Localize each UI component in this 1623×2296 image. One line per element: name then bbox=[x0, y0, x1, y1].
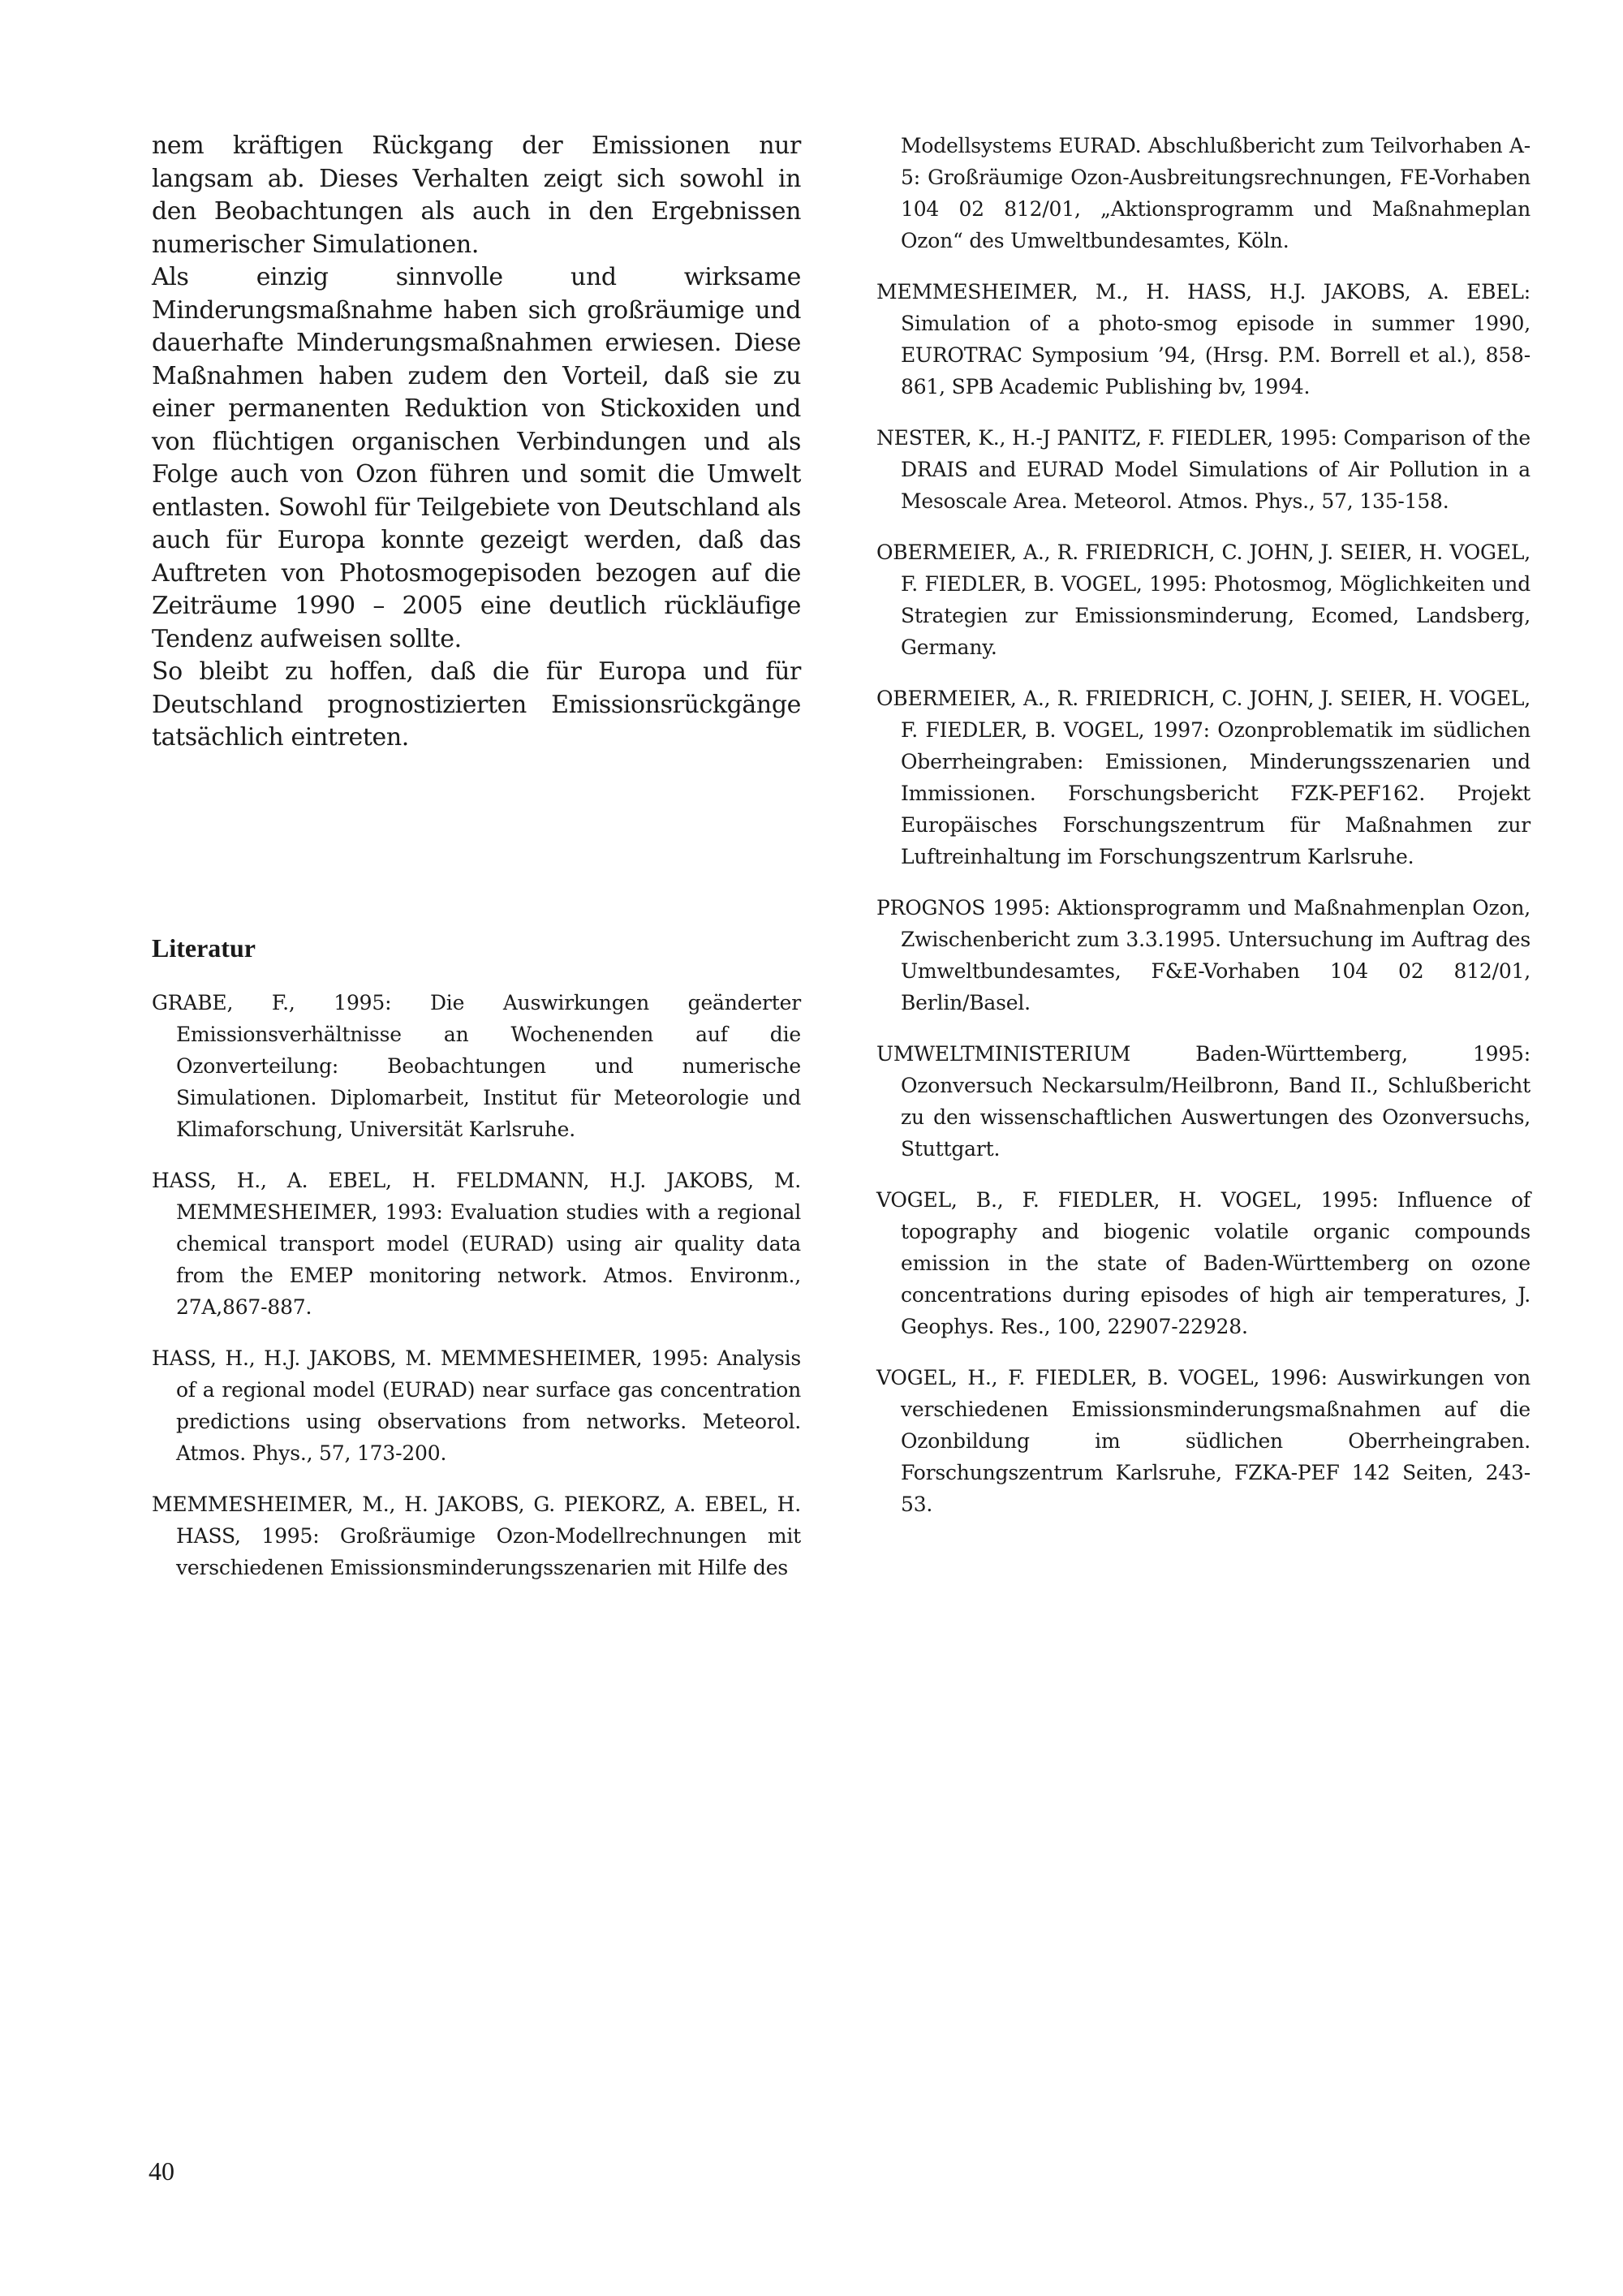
body-paragraph: So bleibt zu hoffen, daß die für Europa und für Deutschland prognostizierten Emissionsrückgänge tatsächlich eintreten. bbox=[152, 657, 801, 752]
reference-continuation: Modellsystems EURAD. Abschlußbericht zum Teilvorhaben A-5: Großräumige Ozon-Ausbreitungsrechnungen, FE-Vorhaben 104 02 812/01, „Aktionsprogramm und Maßnahmeplan Ozon“ des Umweltbundesamtes, Köln. bbox=[901, 134, 1530, 252]
reference-entry: GRABE, F., 1995: Die Auswirkungen geänderter Emissionsverhältnisse an Wochenenden auf die Ozonverteilung: Beobachtungen und numerische Simulationen. Diplomarbeit, Institut für Meteorologie und Klimaforschung, Universität Karlsruhe. bbox=[152, 990, 801, 1141]
body-paragraph: Als einzig sinnvolle und wirksame Minderungsmaßnahme haben sich großräumige und dauerhafte Minderungsmaßnahmen erwiesen. Diese Maßnahmen haben zudem den Vorteil, daß sie zu einer permanenten Reduktion von Stickoxiden und von flüchtigen organischen Verbindungen und als Folge auch von Ozon führen und somit die Umwelt entlasten. Sowohl für Teilgebiete von Deutschland als auch für Europa konnte gezeigt werden, daß das Auftreten von Photosmogepisoden bezogen auf die Zeiträume 1990 – 2005 eine deutlich rückläufige Tendenz aufweisen sollte. bbox=[152, 263, 801, 653]
reference-entry: MEMMESHEIMER, M., H. JAKOBS, G. PIEKORZ, A. EBEL, H. HASS, 1995: Großräumige Ozon-Modellrechnungen mit verschiedenen Emissionsminderungsszenarien mit Hilfe des bbox=[152, 1492, 801, 1579]
reference-entry: VOGEL, B., F. FIEDLER, H. VOGEL, 1995: Influence of topography and biogenic volatile organic compounds emission in the state of Baden-Württemberg on ozone concentrations during episodes of high air temperatures, J. Geophys. Res., 100, 22907-22928. bbox=[876, 1188, 1530, 1338]
reference-entry: OBERMEIER, A., R. FRIEDRICH, C. JOHN, J. SEIER, H. VOGEL, F. FIEDLER, B. VOGEL, 1997: Ozonproblematik im südlichen Oberrheingraben: Emissionen, Minderungsszenarien und Immissionen. Forschungsbericht FZK-PEF162. Projekt Europäisches Forschungszentrum für Maßnahmen zur Luftreinhaltung im Forschungszentrum Karlsruhe. bbox=[876, 687, 1530, 868]
body-paragraph: nem kräftigen Rückgang der Emissionen nur langsam ab. Dieses Verhalten zeigt sich sowohl in den Beobachtungen als auch in den Ergebnissen numerischer Simulationen. bbox=[152, 131, 801, 259]
right-column bbox=[876, 130, 1530, 1540]
reference-entry: HASS, H., A. EBEL, H. FELDMANN, H.J. JAKOBS, M. MEMMESHEIMER, 1993: Evaluation studies with a regional chemical transport model (EURAD) using air quality data from the EMEP monitoring network. Atmos. Environm., 27A,867-887. bbox=[152, 1168, 801, 1319]
reference-entry: PROGNOS 1995: Aktionsprogramm und Maßnahmenplan Ozon, Zwischenbericht zum 3.3.1995. Untersuchung im Auftrag des Umweltbundesamtes, F&E-Vorhaben 104 02 812/01, Berlin/Basel. bbox=[876, 896, 1530, 1014]
reference-entry: NESTER, K., H.-J PANITZ, F. FIEDLER, 1995: Comparison of the DRAIS and EURAD Model Simulations of Air Pollution in a Mesoscale Area. Meteorol. Atmos. Phys., 57, 135-158. bbox=[876, 426, 1530, 513]
reference-entry: MEMMESHEIMER, M., H. HASS, H.J. JAKOBS, A. EBEL: Simulation of a photo-smog episode in summer 1990, EUROTRAC Symposium ’94, (Hrsg. P.M. Borrell et al.), 858-861, SPB Academic Publishing bv, 1994. bbox=[876, 280, 1530, 398]
reference-entry: OBERMEIER, A., R. FRIEDRICH, C. JOHN, J. SEIER, H. VOGEL, F. FIEDLER, B. VOGEL, 1995: Photosmog, Möglichkeiten und Strategien zur Emissionsminderung, Ecomed, Landsberg, Germany. bbox=[876, 541, 1530, 659]
reference-entry: HASS, H., H.J. JAKOBS, M. MEMMESHEIMER, 1995: Analysis of a regional model (EURAD) near surface gas concentration predictions using observations from networks. Meteorol. Atmos. Phys., 57, 173-200. bbox=[152, 1346, 801, 1465]
reference-entry: VOGEL, H., F. FIEDLER, B. VOGEL, 1996: Auswirkungen von verschiedenen Emissionsminderungsmaßnahmen auf die Ozonbildung im südlichen Oberrheingraben. Forschungszentrum Karlsruhe, FZKA-PEF 142 Seiten, 243-53. bbox=[876, 1366, 1530, 1516]
left-column bbox=[152, 130, 801, 1603]
literature-heading: Literatur bbox=[152, 933, 256, 963]
reference-entry: UMWELTMINISTERIUM Baden-Württemberg, 1995: Ozonversuch Neckarsulm/Heilbronn, Band II., Schlußbericht zu den wissenschaftlichen Auswertungen des Ozonversuchs, Stuttgart. bbox=[876, 1042, 1530, 1161]
page-number: 40 bbox=[149, 2156, 174, 2186]
